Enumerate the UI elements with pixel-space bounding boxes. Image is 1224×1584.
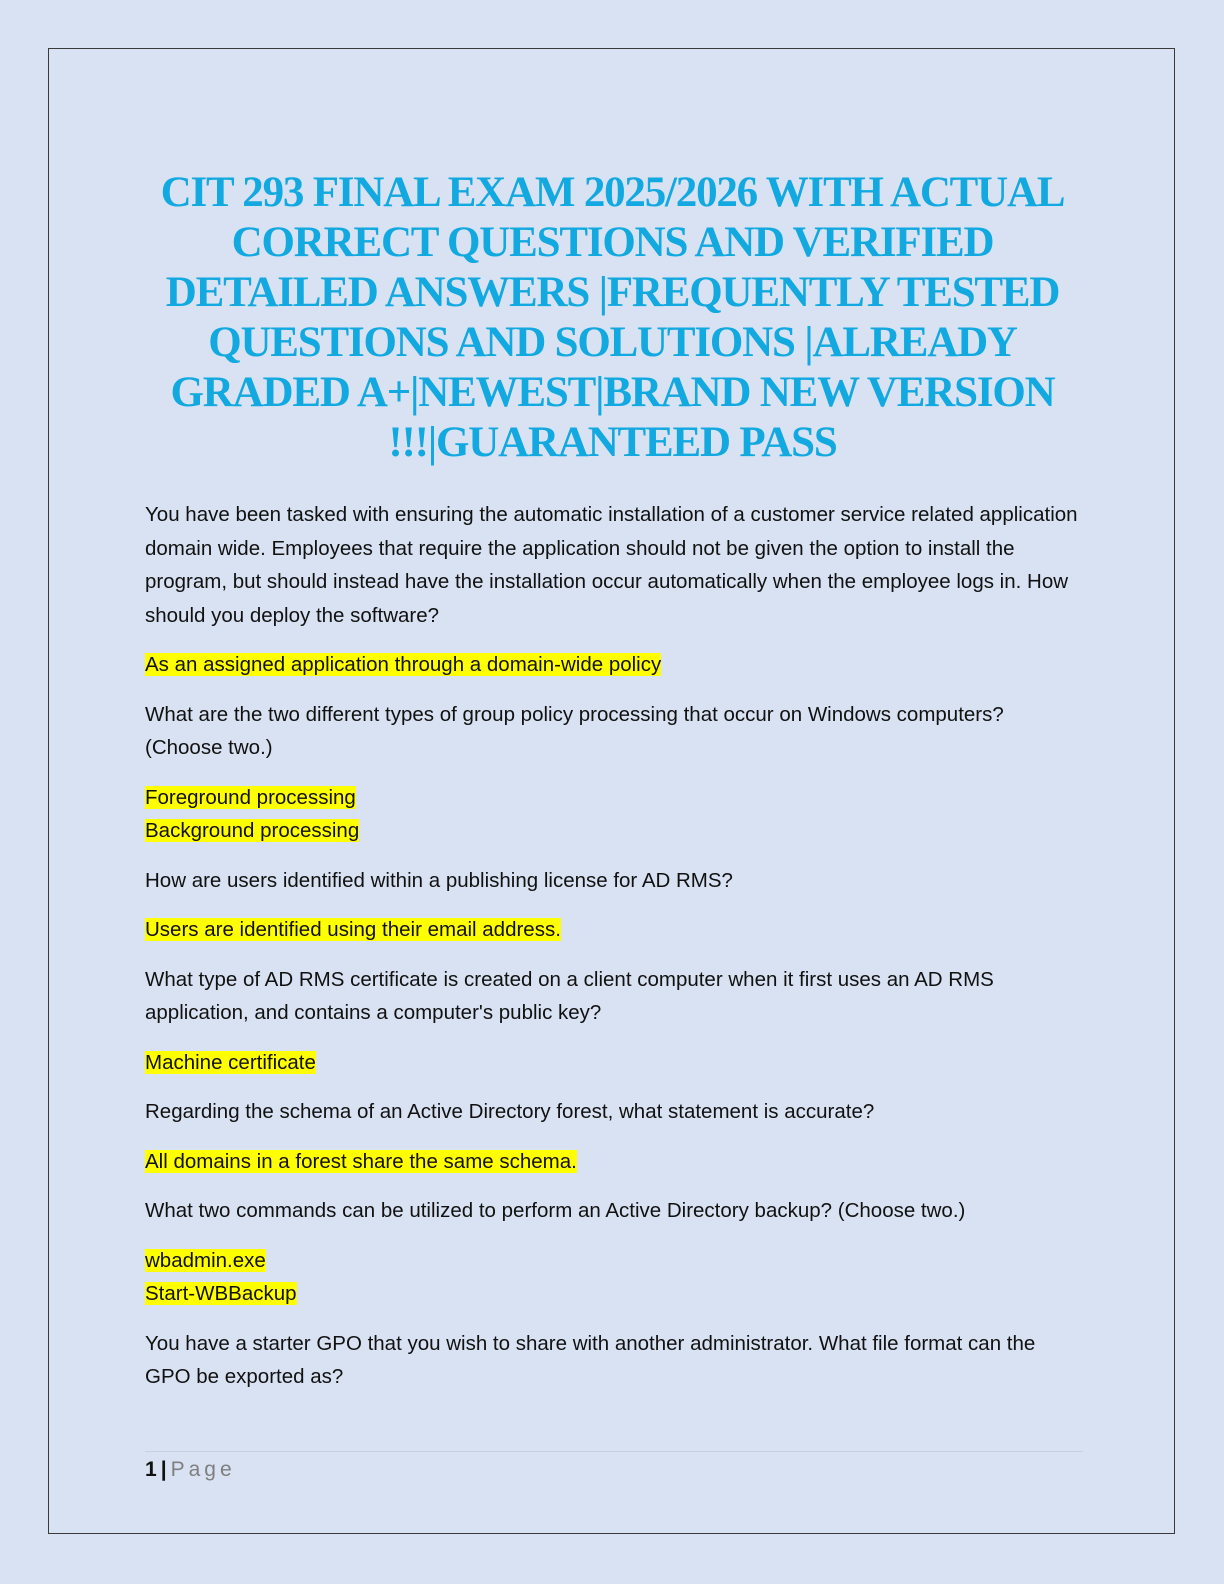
page-number: 1: [145, 1458, 157, 1481]
answer-2-1: Foreground processing: [145, 785, 356, 809]
page-footer: [145, 1455, 236, 1485]
answer-6-2: Start-WBBackup: [145, 1282, 297, 1305]
answer-5-1: All domains in a forest share the same schema.: [145, 1149, 577, 1173]
answer-block-6: [145, 1244, 1085, 1311]
answer-block-2: [145, 781, 1085, 848]
qa-list: [145, 498, 1085, 1410]
question-5: Regarding the schema of an Active Directory forest, what statement is accurate?: [145, 1100, 875, 1123]
answer-block-1: [145, 648, 1085, 682]
footer-separator: |: [160, 1458, 167, 1481]
answer-block-5: [145, 1145, 1085, 1179]
question-4: What type of AD RMS certificate is created on a client computer when it first uses an AD RMS application, and contains a computer's public key?: [145, 967, 994, 1024]
question-7: You have a starter GPO that you wish to share with another administrator. What file format can the GPO be exported as?: [145, 1331, 1036, 1388]
document-title: CIT 293 FINAL EXAM 2025/2026 WITH ACTUAL CORRECT QUESTIONS AND VERIFIED DETAILED ANSWERS |FREQUENTLY TESTED QUESTIONS AND SOLUTIONS |ALREADY GRADED A+|NEWEST|BRAND NEW VERSION !!!|GUARANTEED PASS: [160, 169, 1065, 466]
answer-3-1: Users are identified using their email address.: [145, 918, 561, 941]
question-6: What two commands can be utilized to perform an Active Directory backup? (Choose two.): [145, 1199, 966, 1222]
question-3: How are users identified within a publishing license for AD RMS?: [145, 868, 733, 892]
answer-6-1: wbadmin.exe: [145, 1248, 266, 1272]
footer-divider: [145, 1451, 1083, 1452]
answer-block-4: [145, 1046, 1085, 1080]
answer-block-3: [145, 913, 1085, 947]
answer-1-1: As an assigned application through a domain-wide policy: [145, 653, 662, 676]
page-label: Page: [170, 1458, 236, 1481]
question-2: What are the two different types of group policy processing that occur on Windows computers? (Choose two.): [145, 702, 1004, 759]
answer-4-1: Machine certificate: [145, 1050, 316, 1074]
question-1: You have been tasked with ensuring the automatic installation of a customer service related application domain wide. Employees that require the application should not be given the option to install the program, but should instead have the installation occur automatically when the employee logs in. How should you deploy the software?: [145, 503, 1078, 627]
answer-2-2: Background processing: [145, 819, 360, 842]
